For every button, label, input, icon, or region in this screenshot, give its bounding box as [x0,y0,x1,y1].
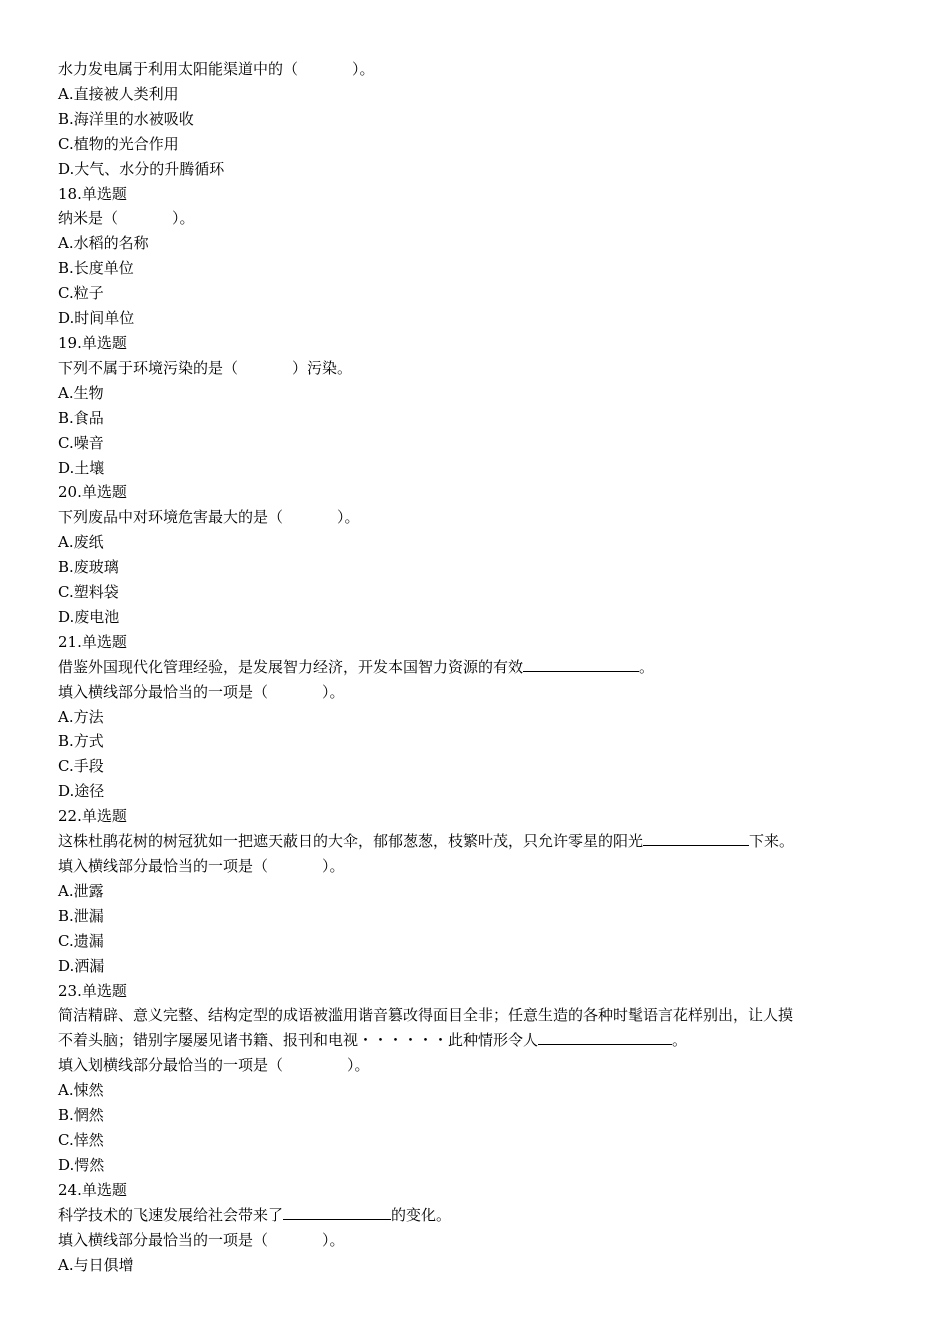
answer-blank [538,1030,672,1045]
question-stem: 下列不属于环境污染的是（ ）污染。 [58,358,353,377]
question-stem: 填入横线部分最恰当的一项是（ ）。 [58,682,345,701]
question-passage-line-1: 简洁精辟、意义完整、结构定型的成语被滥用谐音篡改得面目全非；任意生造的各种时髦语言花样别出，让人摸 [58,1006,794,1025]
option-d[interactable]: D.时间单位 [58,309,135,328]
question-18 [58,182,898,331]
option-d[interactable]: D.途径 [58,782,105,801]
document-page [58,57,898,1277]
question-23 [58,979,898,1178]
option-c[interactable]: C.粒子 [58,284,104,303]
option-d[interactable]: D.大气、水分的升腾循环 [58,159,225,178]
question-header: 22.单选题 [58,807,127,826]
option-c[interactable]: C.手段 [58,757,104,776]
option-c[interactable]: C.植物的光合作用 [58,134,179,153]
question-header: 18.单选题 [58,184,127,203]
question-17 [58,57,898,182]
question-passage: 科学技术的飞速发展给社会带来了 的变化。 [58,1205,452,1224]
option-b[interactable]: B.泄漏 [58,906,104,925]
question-header: 23.单选题 [58,981,127,1000]
option-a[interactable]: A.与日俱增 [58,1255,134,1274]
question-22 [58,804,898,978]
question-stem: 下列废品中对环境危害最大的是（ ）。 [58,508,360,527]
option-d[interactable]: D.愕然 [58,1155,105,1174]
option-c[interactable]: C.塑料袋 [58,583,119,602]
option-d[interactable]: D.废电池 [58,607,120,626]
answer-blank [283,1205,391,1220]
question-stem: 填入横线部分最恰当的一项是（ ）。 [58,857,345,875]
option-d[interactable]: D.洒漏 [58,956,105,975]
option-d[interactable]: D.土壤 [58,458,105,477]
question-24 [58,1178,898,1278]
question-header: 24.单选题 [58,1180,127,1199]
option-a[interactable]: A.直接被人类利用 [58,84,179,103]
option-a[interactable]: A.生物 [58,383,104,402]
option-a[interactable]: A.方法 [58,707,104,726]
option-c[interactable]: C.噪音 [58,433,104,452]
answer-blank [643,831,749,846]
question-stem: 纳米是（ ）。 [58,209,195,228]
option-b[interactable]: B.长度单位 [58,259,134,278]
question-passage: 这株杜鹃花树的树冠犹如一把遮天蔽日的大伞，郁郁葱葱，枝繁叶茂，只允许零星的阳光 下来。 [58,832,795,851]
option-c[interactable]: C.遗漏 [58,931,104,950]
question-stem: 水力发电属于利用太阳能渠道中的（ ）。 [58,60,375,78]
option-a[interactable]: A.废纸 [58,533,104,552]
question-header: 21.单选题 [58,632,127,651]
option-b[interactable]: B.海洋里的水被吸收 [58,109,194,128]
question-passage-line-2: 不着头脑；错别字屡屡见诸书籍、报刊和电视・・・・・・此种情形令人 。 [58,1031,688,1050]
option-b[interactable]: B.惘然 [58,1106,104,1125]
question-stem: 填入横线部分最恰当的一项是（ ）。 [58,1230,345,1249]
question-21 [58,630,898,804]
option-b[interactable]: B.废玻璃 [58,558,119,577]
option-c[interactable]: C.悻然 [58,1130,104,1149]
question-19 [58,331,898,480]
option-b[interactable]: B.方式 [58,732,104,751]
question-header: 20.单选题 [58,483,127,502]
option-b[interactable]: B.食品 [58,408,104,427]
option-a[interactable]: A.水稻的名称 [58,234,149,253]
question-header: 19.单选题 [58,333,127,352]
question-20 [58,480,898,629]
option-a[interactable]: A.悚然 [58,1081,104,1100]
answer-blank [523,657,639,672]
option-a[interactable]: A.泄露 [58,881,104,900]
question-stem: 填入划横线部分最恰当的一项是（ ）。 [58,1056,370,1075]
question-passage: 借鉴外国现代化管理经验，是发展智力经济，开发本国智力资源的有效 。 [58,657,655,676]
